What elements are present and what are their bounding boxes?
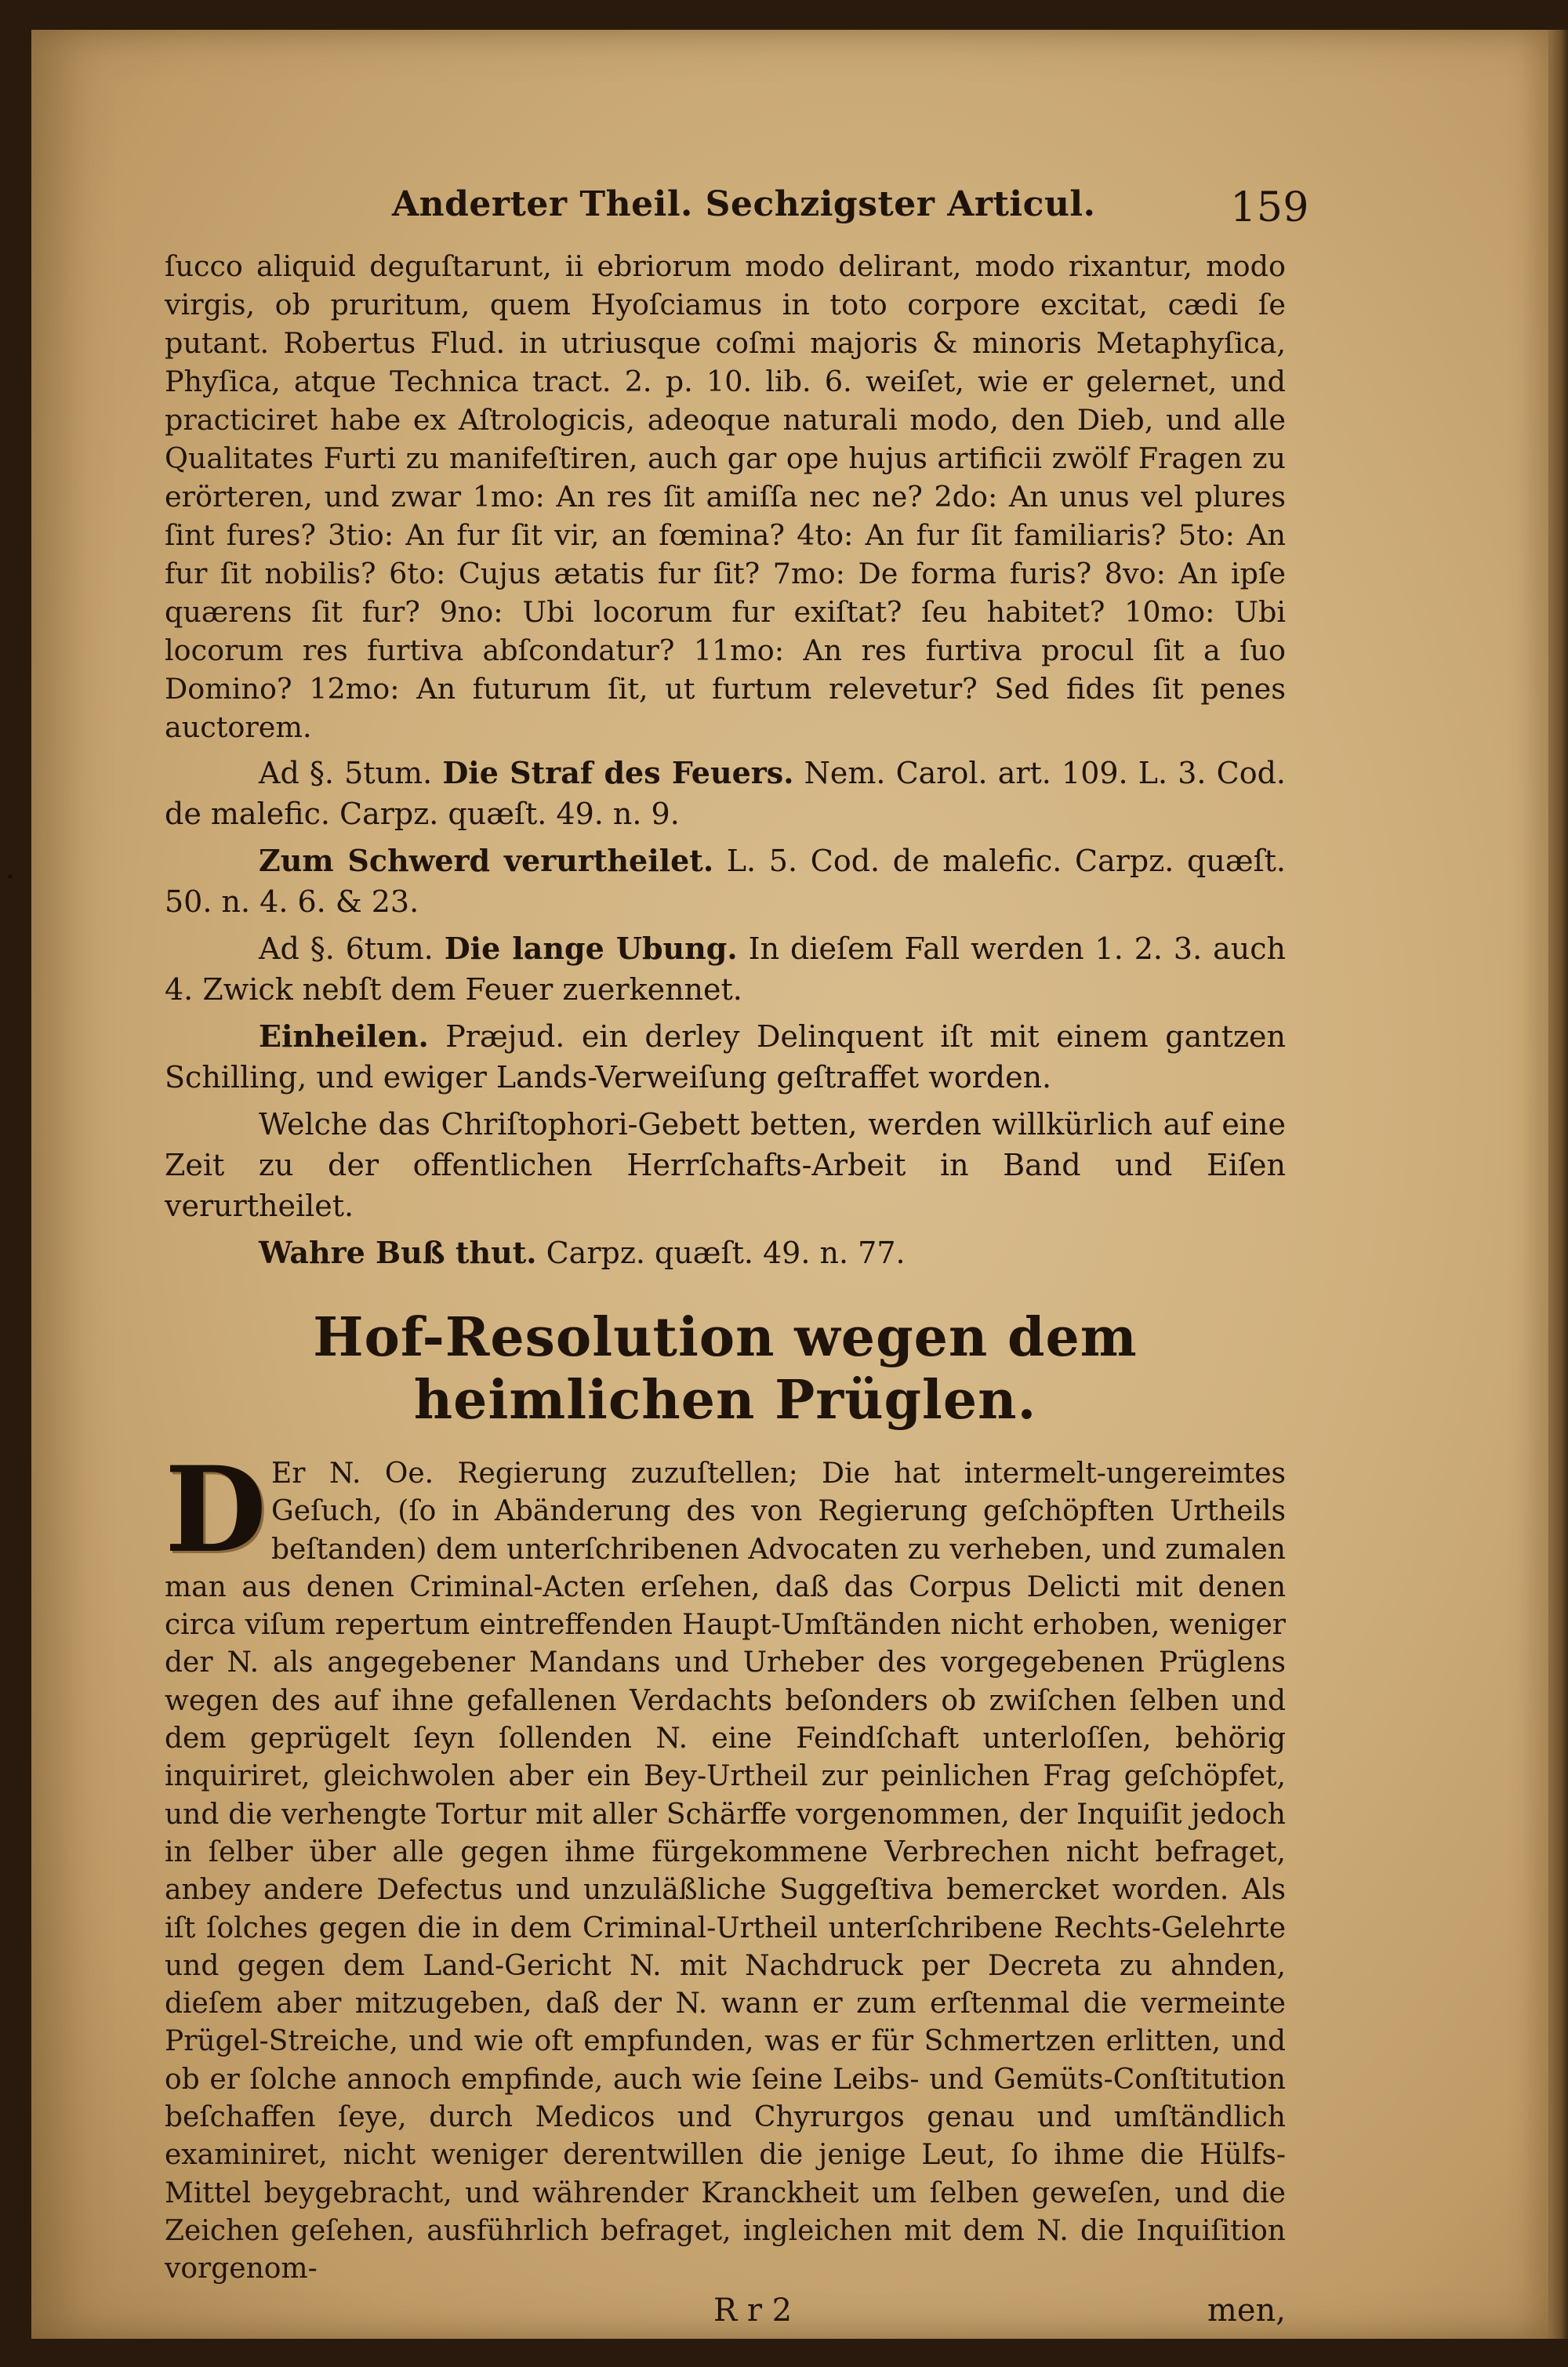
entry-label: Ad §. 6tum. — [259, 931, 434, 966]
signature-mark: R r 2 — [713, 2292, 793, 2329]
entry-citation: Carpz. quæſt. 49. n. 77. — [546, 1236, 906, 1270]
entry-phrase: Zum Schwerd verurtheilet. — [259, 843, 714, 878]
page-number: 159 — [1230, 184, 1309, 231]
entry-phrase: Die lange Ubung. — [444, 931, 738, 966]
entry-christophori: Welche das Chriſtophori-Gebett betten, werden willkürlich auf eine Zeit zu der offentlichen Herrſchafts-Arbeit in Band und Eiſen verurtheilet. — [165, 1107, 1286, 1223]
page-footer — [165, 2292, 1286, 2339]
dropcap-initial: D — [165, 1441, 267, 1579]
section-title: Hof-Resolution wegen dem heimlichen Prüglen. — [313, 1306, 1138, 1432]
entry-wahre-buss — [165, 1233, 1286, 1273]
catchword: men, — [1207, 2292, 1286, 2329]
running-title: Anderter Theil. Sechzigster Articul. — [392, 184, 1096, 224]
entry-citation: Nem. Carol. art. 109. L. 3. Cod. de malefic. Carpz. quæſt. 49. n. 9. — [165, 756, 1286, 831]
entry-einheilen — [165, 1016, 1286, 1098]
entry-citation: L. 5. Cod. de malefic. Carpz. quæſt. 50. n. 4. 6. & 23. — [165, 844, 1286, 919]
entry-label: Ad §. 5tum. — [259, 756, 433, 790]
entry-text: In dieſem Fall werden 1. 2. 3. auch 4. Zwick nebſt dem Feuer zuerkennet. — [165, 931, 1286, 1007]
entry-ad-5tum — [165, 753, 1286, 834]
resolution-text — [165, 1441, 1286, 2339]
running-header — [165, 176, 1309, 247]
entry-phrase: Die Straf des Feuers. — [442, 755, 794, 790]
entry-ad-6tum — [165, 928, 1286, 1010]
entry-schwerd — [165, 840, 1286, 922]
gutter-mark — [8, 874, 13, 879]
page-edge — [1551, 30, 1568, 2339]
paragraph-flud: ſucco aliquid deguſtarunt, ii ebriorum modo delirant, modo rixantur, modo virgis, ob pruritum, quem Hyoſciamus in toto corpore excitat, cædi ſe putant. Robertus Flud. in utriusque coſmi majoris & minoris Metaphyſica, Phyſica, atque Technica tract. 2. p. 10. lib. 6. weiſet, wie er gelernet, und practiciret habe ex Aſtrologicis, adeoque naturali modo, den Dieb, und alle Qualitates Furti zu manifeſtiren, auch gar ope hujus artificii zwölf Fragen zu erörteren, und zwar 1mo: An res ſit amiſſa nec ne? 2do: An unus vel plures ſint fures? 3tio: An fur ſit vir, an fœmina? 4to: An fur ſit familiaris? 5to: An fur ſit nobilis? 6to: Cujus ætatis fur ſit? 7mo: De forma furis? 8vo: An ipſe quærens ſit fur? 9no: Ubi locorum fur exiſtat? ſeu habitet? 10mo: Ubi locorum res furtiva abſcondatur? 11mo: An res furtiva procul ſit a ſuo Domino? 12mo: An futurum ſit, ut furtum relevetur? Sed fides ſit penes auctorem. — [165, 249, 1286, 744]
entry-phrase: Wahre Buß thut. — [259, 1235, 537, 1270]
page-content — [165, 176, 1309, 2339]
entry-phrase: Einheilen. — [259, 1018, 429, 1054]
resolution-body: Er N. Oe. Regierung zuzuſtellen; Die hat intermelt-ungereimtes Geſuch, (ſo in Abänderung des von Regierung geſchöpften Urtheils beſtanden) dem unterſchribenen Advocaten zu verheben, und zumalen man aus denen Criminal-Acten erſehen, daß das Corpus Delicti mit denen circa viſum repertum eintreffenden Haupt-Umſtänden nicht erhoben, weniger der N. als angegebener Mandans und Urheber des vorgegebenen Prüglens wegen des auf ihne gefallenen Verdachts beſonders ob zwiſchen ſelben und dem geprügelt ſeyn ſollenden N. eine Feindſchaft unterloſſen, behörig inquiriret, gleichwolen aber ein Bey-Urtheil zur peinlichen Frag geſchöpfet, und die verhengte Tortur mit aller Schärffe vorgenommen, der Inquiſit jedoch in ſelber über alle gegen ihme fürgekommene Verbrechen nicht befraget, anbey andere Defectus und unzuläßliche Suggeſtiva bemercket worden. Als iſt ſolches gegen die in dem Criminal-Urtheil unterſchribene Rechts-Gelehrte und gegen dem Land-Gericht N. mit Nachdruck per Decreta zu ahnden, dieſem aber mitzugeben, daß der N. wann er zum erſtenmal die vermeinte Prügel-Streiche, und wie oft empfunden, was er für Schmertzen erlitten, und ob er ſolche annoch empfinde, auch wie ſeine Leibs- und Gemüts-Conſtitution beſchaffen ſeye, durch Medicos und Chyrurgos genau und umſtändlich examiniret, nicht weniger derentwillen die jenige Leut, ſo ihme die Hülfs-Mittel beygebracht, und währender Kranckheit um ſelben geweſen, und die Zeichen geſehen, ausführlich befraget, ingleichen mit dem N. die Inquiſition vorgenom- — [165, 1458, 1286, 2285]
entry-text: Præjud. ein derley Delinquent iſt mit einem gantzen Schilling, und ewiger Lands-Verweiſung geſtraffet worden. — [165, 1019, 1286, 1095]
